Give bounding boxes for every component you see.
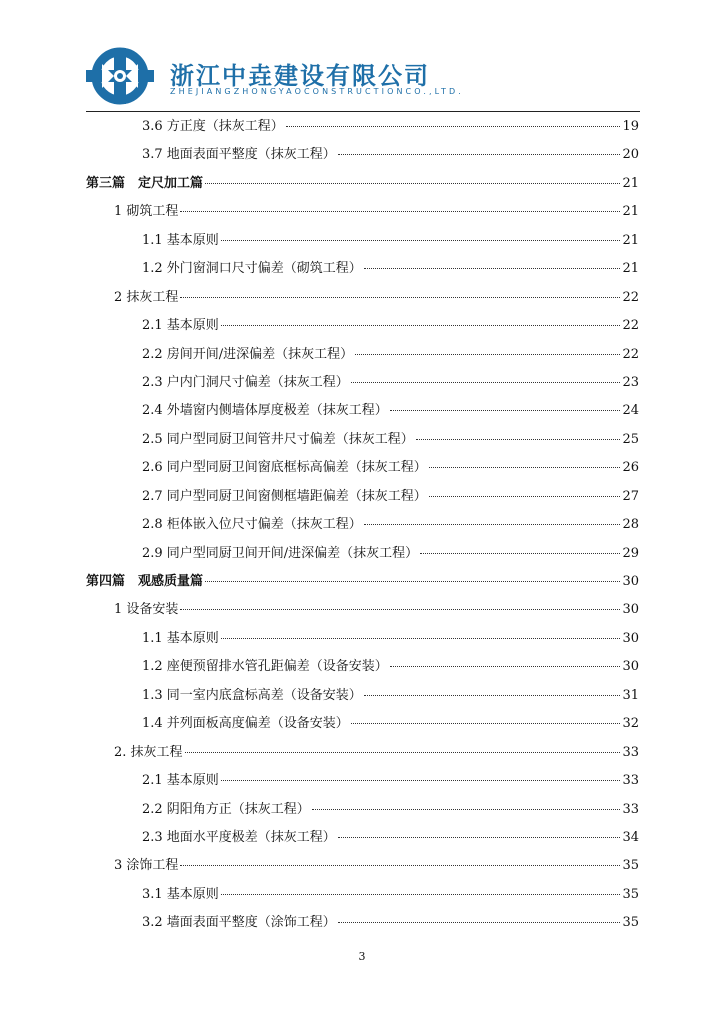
toc-entry[interactable] (86, 796, 639, 824)
toc-entry-title: 1.1 基本原则 (142, 630, 219, 646)
toc-entry-page: 32 (622, 716, 639, 732)
toc-leader-dots (180, 211, 620, 212)
toc-entry[interactable] (86, 454, 639, 482)
toc-entry-page: 30 (622, 659, 639, 675)
toc-entry-page: 23 (622, 374, 639, 390)
toc-entry-title: 2.3 地面水平度极差（抹灰工程） (142, 829, 336, 845)
toc-leader-dots (221, 638, 621, 639)
toc-entry-title: 3 涂饰工程 (114, 858, 179, 874)
toc-leader-dots (390, 666, 621, 667)
toc-leader-dots (416, 439, 621, 440)
page-header (78, 44, 648, 110)
toc-entry[interactable] (86, 881, 639, 909)
toc-entry-title: 2.7 同户型同厨卫间窗侧框墙距偏差（抹灰工程） (142, 488, 427, 504)
toc-entry-page: 30 (622, 574, 639, 589)
toc-entry[interactable] (86, 909, 639, 937)
toc-entry[interactable] (86, 653, 639, 681)
toc-entry-title: 1.2 外门窗洞口尺寸偏差（砌筑工程） (142, 261, 362, 277)
toc-entry[interactable] (86, 568, 639, 596)
toc-leader-dots (355, 354, 620, 355)
toc-leader-dots (180, 609, 620, 610)
toc-entry-page: 35 (622, 915, 639, 931)
toc-leader-dots (180, 297, 620, 298)
toc-leader-dots (338, 154, 621, 155)
toc-leader-dots (286, 126, 621, 127)
toc-entry[interactable] (86, 426, 639, 454)
toc-entry-page: 19 (622, 119, 639, 134)
toc-entry[interactable] (86, 255, 639, 283)
toc-entry-page: 20 (622, 147, 639, 163)
page-number: 3 (358, 950, 366, 963)
toc-entry-page: 24 (622, 403, 639, 419)
toc-entry[interactable] (86, 682, 639, 710)
toc-leader-dots (364, 524, 621, 525)
toc-entry-page: 29 (622, 545, 639, 561)
toc-entry-page: 33 (622, 773, 639, 789)
toc-entry-title: 2.2 房间开间/进深偏差（抹灰工程） (142, 346, 354, 362)
toc-entry-title: 第四篇 观感质量篇 (86, 574, 204, 589)
header-rule (86, 111, 640, 112)
toc-entry[interactable] (86, 341, 639, 369)
toc-entry[interactable] (86, 767, 639, 795)
toc-entry-title: 第三篇 定尺加工篇 (86, 175, 204, 191)
toc-leader-dots (364, 695, 621, 696)
toc-leader-dots (420, 553, 620, 554)
toc-entry[interactable] (86, 710, 639, 738)
toc-entry[interactable] (86, 312, 639, 340)
toc-entry-title: 1.1 基本原则 (142, 232, 219, 248)
toc-entry[interactable] (86, 198, 639, 226)
toc-entry-page: 21 (622, 204, 639, 220)
toc-entry[interactable] (86, 625, 639, 653)
toc-entry-title: 3.2 墙面表面平整度（涂饰工程） (142, 915, 336, 931)
toc-entry-title: 2.6 同户型同厨卫间窗底框标高偏差（抹灰工程） (142, 460, 427, 476)
toc-entry-title: 2.4 外墙窗内侧墙体厚度极差（抹灰工程） (142, 403, 388, 419)
toc-leader-dots (338, 922, 621, 923)
toc-leader-dots (364, 268, 621, 269)
toc-entry[interactable] (86, 483, 639, 511)
toc-entry[interactable] (86, 511, 639, 539)
toc-entry-title: 2.5 同户型同厨卫间管井尺寸偏差（抹灰工程） (142, 431, 414, 447)
toc-entry[interactable] (86, 540, 639, 568)
toc-entry[interactable] (86, 170, 639, 198)
toc-entry[interactable] (86, 596, 639, 624)
toc-entry-title: 2 抹灰工程 (114, 289, 179, 305)
toc-entry[interactable] (86, 227, 639, 255)
toc-entry[interactable] (86, 824, 639, 852)
toc-entry-title: 1.3 同一室内底盒标高差（设备安装） (142, 687, 362, 703)
toc-entry-title: 1 砌筑工程 (114, 204, 179, 220)
toc-leader-dots (205, 581, 620, 582)
toc-leader-dots (312, 809, 621, 810)
toc-entry-title: 2.1 基本原则 (142, 318, 219, 334)
toc-entry-title: 2.9 同户型同厨卫间开间/进深偏差（抹灰工程） (142, 545, 419, 561)
toc-leader-dots (221, 240, 621, 241)
toc-leader-dots (351, 723, 621, 724)
toc-entry-page: 31 (622, 687, 639, 703)
toc-entry-title: 2.3 户内门洞尺寸偏差（抹灰工程） (142, 374, 349, 390)
toc-entry-page: 33 (622, 801, 639, 817)
toc-entry-page: 33 (622, 744, 639, 760)
toc-entry-title: 1 设备安装 (114, 602, 179, 618)
toc-entry-page: 34 (622, 829, 639, 845)
toc-entry-page: 35 (622, 858, 639, 874)
toc-leader-dots (338, 837, 621, 838)
toc-entry-page: 25 (622, 431, 639, 447)
toc-entry-page: 26 (622, 460, 639, 476)
toc-leader-dots (180, 865, 620, 866)
toc-entry-title: 3.7 地面表面平整度（抹灰工程） (142, 147, 336, 163)
toc-leader-dots (390, 410, 621, 411)
toc-entry-page: 28 (622, 517, 639, 533)
toc-entry[interactable] (86, 284, 639, 312)
toc-entry-title: 3.1 基本原则 (142, 886, 219, 902)
toc-entry[interactable] (86, 739, 639, 767)
toc-leader-dots (221, 325, 621, 326)
toc-entry-title: 2.2 阴阳角方正（抹灰工程） (142, 801, 310, 817)
toc-entry-page: 30 (622, 630, 639, 646)
toc-entry-page: 27 (622, 488, 639, 504)
toc-entry-page: 21 (622, 175, 639, 191)
toc-leader-dots (205, 183, 620, 184)
toc-leader-dots (429, 467, 621, 468)
toc-leader-dots (429, 496, 621, 497)
toc-entry[interactable] (86, 397, 639, 425)
toc-entry-title: 2. 抹灰工程 (114, 744, 183, 760)
company-name-cn: 浙江中垚建设有限公司 (170, 62, 430, 90)
company-logo-icon (84, 46, 156, 106)
toc-leader-dots (221, 780, 621, 781)
toc-entry-title: 2.1 基本原则 (142, 773, 219, 789)
toc-entry-title: 3.6 方正度（抹灰工程） (142, 119, 284, 134)
toc-entry[interactable] (86, 141, 639, 169)
toc-entry[interactable] (86, 852, 639, 880)
company-name-en: ZHEJIANGZHONGYAOCONSTRUCTIONCO.,LTD. (170, 87, 464, 96)
toc-entry-title: 2.8 柜体嵌入位尺寸偏差（抹灰工程） (142, 517, 362, 533)
toc-entry-page: 30 (622, 602, 639, 618)
toc-entry[interactable] (86, 113, 639, 141)
toc-leader-dots (221, 894, 621, 895)
toc-entry-page: 22 (622, 318, 639, 334)
toc-entry-page: 22 (622, 289, 639, 305)
toc-entry-page: 21 (622, 261, 639, 277)
toc-leader-dots (351, 382, 621, 383)
toc-entry-title: 1.2 座便预留排水管孔距偏差（设备安装） (142, 659, 388, 675)
table-of-contents (86, 113, 639, 938)
toc-leader-dots (185, 752, 621, 753)
toc-entry-page: 22 (622, 346, 639, 362)
toc-entry[interactable] (86, 369, 639, 397)
toc-entry-title: 1.4 并列面板高度偏差（设备安装） (142, 716, 349, 732)
toc-entry-page: 21 (622, 232, 639, 248)
toc-entry-page: 35 (622, 886, 639, 902)
